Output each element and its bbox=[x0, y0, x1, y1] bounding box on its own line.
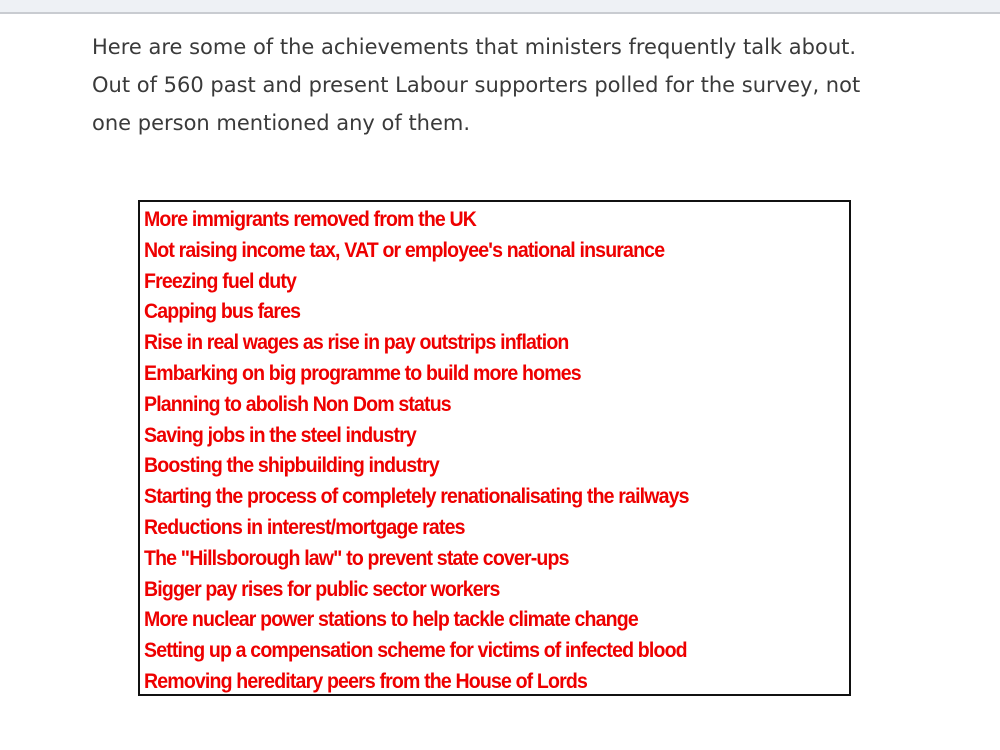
achievement-item: Not raising income tax, VAT or employee's national insurance bbox=[144, 238, 665, 262]
achievement-item: Rise in real wages as rise in pay outstrips inflation bbox=[144, 331, 569, 355]
achievement-item: Bigger pay rises for public sector workers bbox=[144, 577, 500, 601]
achievements-list bbox=[144, 205, 849, 698]
achievement-item: The "Hillsborough law" to prevent state cover-ups bbox=[144, 546, 569, 570]
achievement-item: Starting the process of completely renationalisating the railways bbox=[144, 485, 689, 509]
achievement-item: Boosting the shipbuilding industry bbox=[144, 454, 439, 478]
article-paragraph bbox=[92, 28, 952, 142]
paragraph-line: Here are some of the achievements that ministers frequently talk about. bbox=[92, 35, 857, 59]
achievement-item: Embarking on big programme to build more homes bbox=[144, 361, 581, 385]
achievement-item: Freezing fuel duty bbox=[144, 269, 297, 293]
achievement-item: Reductions in interest/mortgage rates bbox=[144, 515, 465, 539]
achievement-item: Removing hereditary peers from the House of Lords bbox=[144, 669, 587, 693]
achievement-item: More immigrants removed from the UK bbox=[144, 208, 477, 231]
achievement-item: Planning to abolish Non Dom status bbox=[144, 392, 451, 416]
achievement-item: Saving jobs in the steel industry bbox=[144, 423, 416, 447]
top-toolbar-strip bbox=[0, 0, 1000, 14]
achievements-image-box bbox=[138, 200, 851, 696]
paragraph-line: one person mentioned any of them. bbox=[92, 111, 471, 135]
paragraph-line: Out of 560 past and present Labour supporters polled for the survey, not bbox=[92, 73, 861, 97]
achievement-item: Capping bus fares bbox=[144, 300, 301, 324]
achievement-item: Setting up a compensation scheme for victims of infected blood bbox=[144, 639, 687, 663]
achievement-item: More nuclear power stations to help tackle climate change bbox=[144, 608, 638, 632]
